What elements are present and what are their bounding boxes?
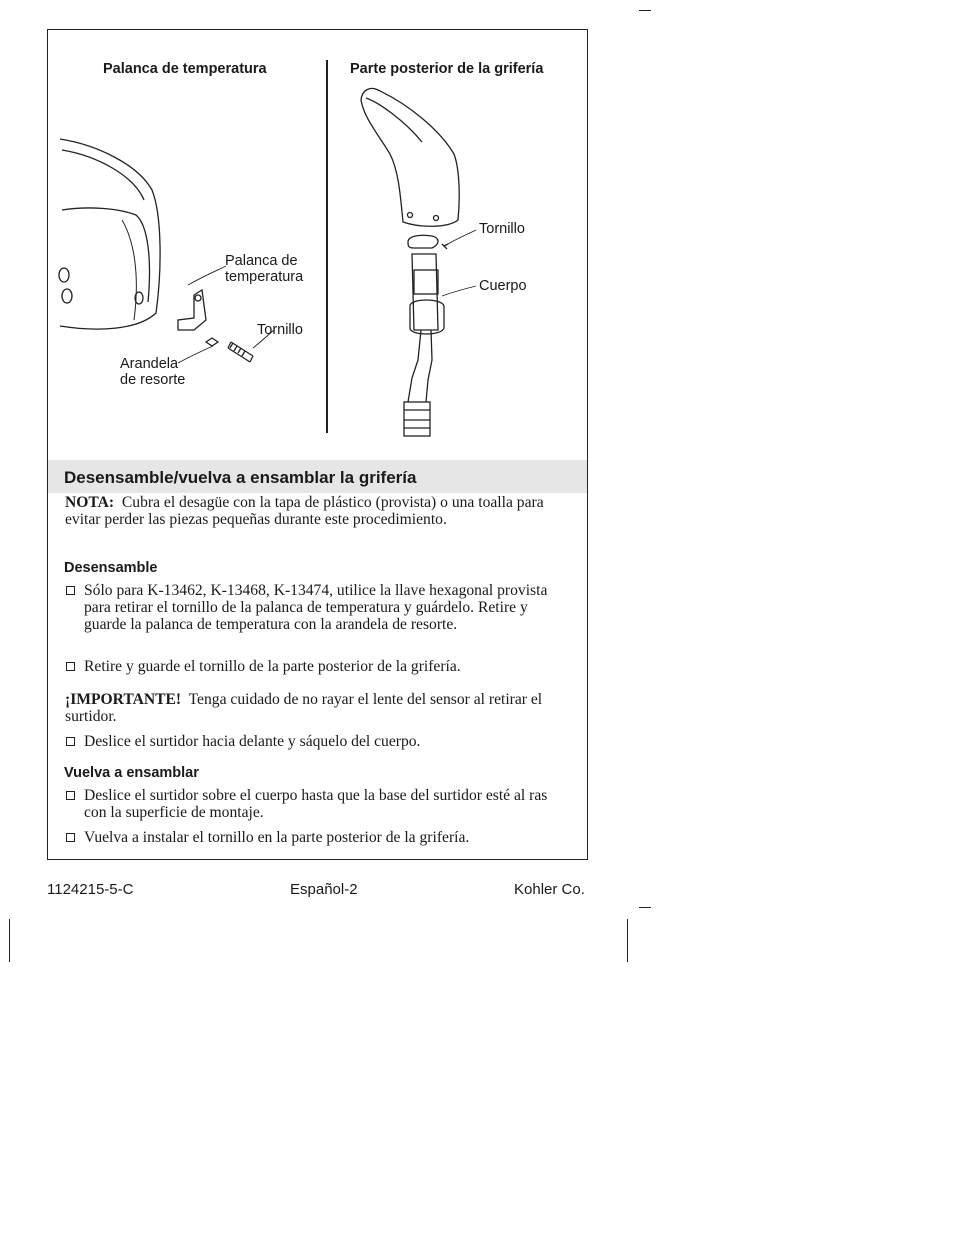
faucet-back-illustration xyxy=(48,30,588,450)
importante-label: ¡IMPORTANTE! xyxy=(65,691,182,708)
right-label-cuerpo: Cuerpo xyxy=(479,278,527,294)
left-label-tornillo: Tornillo xyxy=(257,322,303,338)
reensamble-heading: Vuelva a ensamblar xyxy=(64,765,199,781)
right-figure-title: Parte posterior de la grifería xyxy=(350,61,544,77)
crop-mark xyxy=(627,919,628,962)
nota-paragraph xyxy=(65,494,555,528)
desensamble-step-3: Deslice el surtidor hacia delante y sáquelo del cuerpo. xyxy=(65,733,559,750)
reensamble-step-1: Deslice el surtidor sobre el cuerpo hasta que la base del surtidor esté al ras con la superficie de montaje. xyxy=(65,787,559,821)
desensamble-heading: Desensamble xyxy=(64,560,158,576)
importante-text: Tenga cuidado de no rayar el lente del sensor al retirar el surtidor. xyxy=(65,691,543,725)
checkbox-bullet xyxy=(66,662,75,671)
checkbox-bullet xyxy=(66,791,75,800)
footer-doc-number: 1124215-5-C xyxy=(47,881,134,898)
reensamble-step-2: Vuelva a instalar el tornillo en la parte posterior de la grifería. xyxy=(65,829,559,846)
right-label-tornillo: Tornillo xyxy=(479,221,525,237)
nota-text: Cubra el desagüe con la tapa de plástico (provista) o una toalla para evitar perder las piezas pequeñas durante este procedimiento. xyxy=(65,494,544,528)
nota-label: NOTA: xyxy=(65,494,115,511)
crop-mark xyxy=(639,10,651,11)
crop-mark xyxy=(639,907,651,908)
desensamble-step-2: Retire y guarde el tornillo de la parte posterior de la grifería. xyxy=(65,658,559,675)
checkbox-bullet xyxy=(66,737,75,746)
checkbox-bullet xyxy=(66,833,75,842)
checkbox-bullet xyxy=(66,586,75,595)
left-label-arandela: Arandela de resorte xyxy=(120,356,186,388)
footer-page-number: Español-2 xyxy=(290,881,358,898)
crop-mark xyxy=(9,919,10,962)
footer-company: Kohler Co. xyxy=(514,881,585,898)
content-frame xyxy=(47,29,588,860)
section-title: Desensamble/vuelva a ensamblar la grifería xyxy=(64,468,417,487)
left-label-palanca: Palanca de temperatura xyxy=(225,253,304,285)
left-figure-title: Palanca de temperatura xyxy=(103,61,267,77)
importante-paragraph xyxy=(65,691,555,725)
section-heading-bar xyxy=(48,460,587,493)
desensamble-step-1: Sólo para K-13462, K-13468, K-13474, utilice la llave hexagonal provista para retirar el tornillo de la palanca de temperatura y guárdelo. Retire y guarde la palanca de temperatura con la arandela de resorte. xyxy=(65,582,559,633)
